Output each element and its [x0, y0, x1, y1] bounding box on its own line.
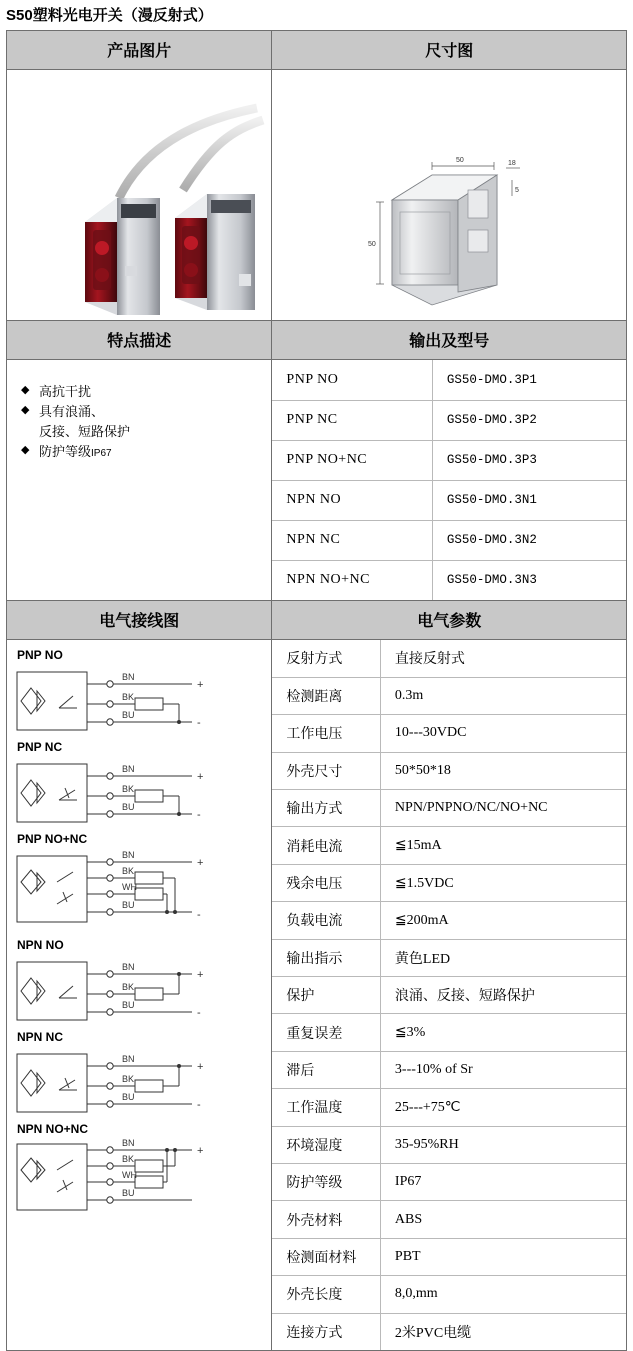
- output-model: GS50-DMO.3P1: [432, 360, 626, 400]
- param-name: 外壳材料: [272, 1201, 380, 1238]
- page-title: S50塑料光电开关（漫反射式）: [6, 7, 213, 24]
- param-value: ≦1.5VDC: [380, 864, 626, 901]
- table-row: [272, 1126, 626, 1163]
- wiring-label: NPN NC: [17, 1030, 64, 1044]
- wire-code-bk: BK: [122, 982, 135, 992]
- table-row: [272, 1276, 626, 1313]
- table-row: [272, 790, 626, 827]
- output-model-header-cell: [272, 321, 627, 360]
- table-row: [272, 715, 626, 752]
- wire-code-bk: BK: [122, 1154, 135, 1164]
- product-photo-illustration: [7, 70, 270, 320]
- features-header: 特点描述: [7, 321, 271, 359]
- polarity-minus: -: [197, 909, 201, 921]
- output-model-cell: [272, 360, 627, 601]
- wire-code-bn: BN: [122, 764, 135, 774]
- polarity-plus: +: [197, 969, 204, 981]
- wire-code-wh: WH: [122, 1170, 137, 1180]
- output-model: GS50-DMO.3N2: [432, 520, 626, 560]
- header-row-3: [7, 601, 627, 640]
- wiring-item: [7, 740, 271, 832]
- product-photo: [7, 70, 271, 320]
- features-header-cell: [7, 321, 272, 360]
- table-row: [272, 520, 626, 560]
- wiring-label: PNP NO+NC: [17, 832, 88, 846]
- polarity-plus: +: [197, 857, 204, 869]
- wiring-diagrams: [7, 640, 271, 1228]
- table-row: [272, 360, 626, 400]
- output-model: GS50-DMO.3P3: [432, 440, 626, 480]
- dimension-header: 尺寸图: [272, 31, 626, 69]
- wiring-item: [7, 1122, 271, 1222]
- product-photo-cell: [7, 70, 272, 321]
- output-type: PNP NC: [272, 400, 432, 440]
- param-name: 负载电流: [272, 902, 380, 939]
- table-row: [272, 752, 626, 789]
- output-model-table: [272, 360, 626, 600]
- output-type: NPN NC: [272, 520, 432, 560]
- feature-item: [21, 402, 271, 422]
- table-row: [272, 1014, 626, 1051]
- param-value: 35-95%RH: [380, 1126, 626, 1163]
- parameters-table: [272, 640, 626, 1350]
- param-name: 消耗电流: [272, 827, 380, 864]
- output-type: PNP NO: [272, 360, 432, 400]
- table-row: [272, 939, 626, 976]
- dim-label-5: 5: [515, 187, 520, 194]
- wiring-item: [7, 938, 271, 1030]
- param-value: 2米PVC电缆: [380, 1313, 626, 1350]
- header-row-1: [7, 31, 627, 70]
- dim-label-50-top: 50: [456, 157, 465, 164]
- output-model-header: 输出及型号: [272, 321, 626, 359]
- feature-label: [39, 442, 112, 462]
- polarity-plus: +: [197, 771, 204, 783]
- polarity-plus: +: [197, 679, 204, 691]
- polarity-minus: -: [197, 1007, 201, 1019]
- table-row: [272, 400, 626, 440]
- wire-code-bn: BN: [122, 672, 135, 682]
- diamond-bullet-icon: ◆: [21, 384, 30, 396]
- param-value: 8,0,mm: [380, 1276, 626, 1313]
- wire-code-bu: BU: [122, 900, 135, 910]
- feature-label: 高抗干扰: [39, 384, 92, 399]
- feature-label-suffix: IP67: [91, 448, 112, 460]
- table-row: [272, 440, 626, 480]
- param-value: 直接反射式: [380, 640, 626, 677]
- param-value: 0.3m: [380, 677, 626, 714]
- dimension-drawing: [272, 70, 626, 320]
- wire-code-bk: BK: [122, 692, 135, 702]
- param-value: ≦3%: [380, 1014, 626, 1051]
- table-row: [272, 977, 626, 1014]
- table-row: [272, 677, 626, 714]
- param-name: 输出指示: [272, 939, 380, 976]
- wiring-cell: [7, 640, 272, 1351]
- dim-label-50-left: 50: [368, 241, 377, 248]
- wiring-label: NPN NO+NC: [17, 1122, 89, 1136]
- table-row: [272, 1163, 626, 1200]
- params-header-cell: [272, 601, 627, 640]
- feature-item: [21, 382, 271, 402]
- param-name: 残余电压: [272, 864, 380, 901]
- param-value: PBT: [380, 1238, 626, 1275]
- param-value: 25---+75℃: [380, 1089, 626, 1126]
- wiring-svg-npn-no: [7, 952, 270, 1030]
- wire-code-bu: BU: [122, 1092, 135, 1102]
- wiring-header: 电气接线图: [7, 601, 271, 639]
- param-name: 工作电压: [272, 715, 380, 752]
- wiring-label: PNP NC: [17, 740, 63, 754]
- param-value: IP67: [380, 1163, 626, 1200]
- wiring-item: [7, 1030, 271, 1122]
- param-name: 防护等级: [272, 1163, 380, 1200]
- output-type: NPN NO: [272, 480, 432, 520]
- product-image-header: 产品图片: [7, 31, 271, 69]
- table-row: [272, 902, 626, 939]
- features-cell: [7, 360, 272, 601]
- wiring-header-cell: [7, 601, 272, 640]
- dimension-header-cell: [272, 31, 627, 70]
- feature-item: [21, 442, 271, 462]
- dim-label-18: 18: [508, 160, 517, 167]
- wire-code-bn: BN: [122, 962, 135, 972]
- param-name: 重复误差: [272, 1014, 380, 1051]
- polarity-minus: -: [197, 1099, 201, 1111]
- param-value: NPN/PNPNO/NC/NO+NC: [380, 790, 626, 827]
- param-value: 50*50*18: [380, 752, 626, 789]
- polarity-plus: +: [197, 1145, 204, 1157]
- param-name: 外壳尺寸: [272, 752, 380, 789]
- polarity-minus: -: [197, 809, 201, 821]
- wire-code-bn: BN: [122, 1138, 135, 1148]
- wire-code-bn: BN: [122, 850, 135, 860]
- wire-code-bk: BK: [122, 1074, 135, 1084]
- param-value: 浪涌、反接、短路保护: [380, 977, 626, 1014]
- wiring-svg-npn-nc: [7, 1044, 270, 1122]
- params-header: 电气参数: [272, 601, 626, 639]
- diamond-bullet-icon: ◆: [21, 404, 30, 417]
- param-name: 反射方式: [272, 640, 380, 677]
- wire-code-bk: BK: [122, 866, 135, 876]
- output-model: GS50-DMO.3P2: [432, 400, 626, 440]
- wire-code-bu: BU: [122, 1000, 135, 1010]
- param-value: ABS: [380, 1201, 626, 1238]
- table-row: [272, 1089, 626, 1126]
- table-row: [272, 640, 626, 677]
- param-name: 工作温度: [272, 1089, 380, 1126]
- image-row: [7, 70, 627, 321]
- param-name: 检测面材料: [272, 1238, 380, 1275]
- diamond-bullet-icon: ◆: [21, 444, 30, 457]
- output-type: NPN NO+NC: [272, 560, 432, 600]
- polarity-plus: +: [197, 1061, 204, 1073]
- polarity-minus: -: [197, 717, 201, 729]
- wiring-svg-npn-nonc: [7, 1136, 270, 1222]
- wire-code-bu: BU: [122, 710, 135, 720]
- output-model: GS50-DMO.3N3: [432, 560, 626, 600]
- param-value: 3---10% of Sr: [380, 1051, 626, 1088]
- features-list: [7, 360, 271, 473]
- param-name: 输出方式: [272, 790, 380, 827]
- wiring-svg-pnp-no: [7, 662, 270, 740]
- wiring-label: NPN NO: [17, 938, 64, 952]
- output-type: PNP NO+NC: [272, 440, 432, 480]
- table-row: [272, 864, 626, 901]
- table-row: [272, 1238, 626, 1275]
- wire-code-bu: BU: [122, 1188, 135, 1198]
- param-value: ≦200mA: [380, 902, 626, 939]
- table-row: [272, 1051, 626, 1088]
- param-name: 外壳长度: [272, 1276, 380, 1313]
- product-image-header-cell: [7, 31, 272, 70]
- table-row: [272, 560, 626, 600]
- feature-label-text: 防护等级: [39, 444, 92, 460]
- table-row: [272, 1313, 626, 1350]
- wiring-svg-pnp-nc: [7, 754, 270, 832]
- feature-label: 具有浪涌、: [39, 404, 105, 420]
- main-table: [6, 30, 627, 1351]
- wiring-label: PNP NO: [17, 648, 63, 662]
- dimension-drawing-cell: [272, 70, 627, 321]
- param-value: 10---30VDC: [380, 715, 626, 752]
- output-model: GS50-DMO.3N1: [432, 480, 626, 520]
- wire-code-wh: WH: [122, 882, 137, 892]
- param-value: ≦15mA: [380, 827, 626, 864]
- wire-code-bk: BK: [122, 784, 135, 794]
- param-name: 保护: [272, 977, 380, 1014]
- wiring-svg-pnp-nonc: [7, 846, 270, 938]
- table-row: [272, 1201, 626, 1238]
- param-name: 连接方式: [272, 1313, 380, 1350]
- wiring-item: [7, 648, 271, 740]
- param-value: 黄色LED: [380, 939, 626, 976]
- content-row-3: [7, 640, 627, 1351]
- param-name: 环境湿度: [272, 1126, 380, 1163]
- table-row: [272, 827, 626, 864]
- param-name: 检测距离: [272, 677, 380, 714]
- wire-code-bu: BU: [122, 802, 135, 812]
- table-row: [272, 480, 626, 520]
- wire-code-bn: BN: [122, 1054, 135, 1064]
- features-row: [7, 360, 627, 601]
- dimension-illustration: [272, 70, 624, 320]
- param-name: 滞后: [272, 1051, 380, 1088]
- header-row-2: [7, 321, 627, 360]
- feature-item: [21, 422, 271, 442]
- feature-label: 反接、短路保护: [39, 424, 131, 440]
- params-cell: [272, 640, 627, 1351]
- wiring-item: [7, 832, 271, 938]
